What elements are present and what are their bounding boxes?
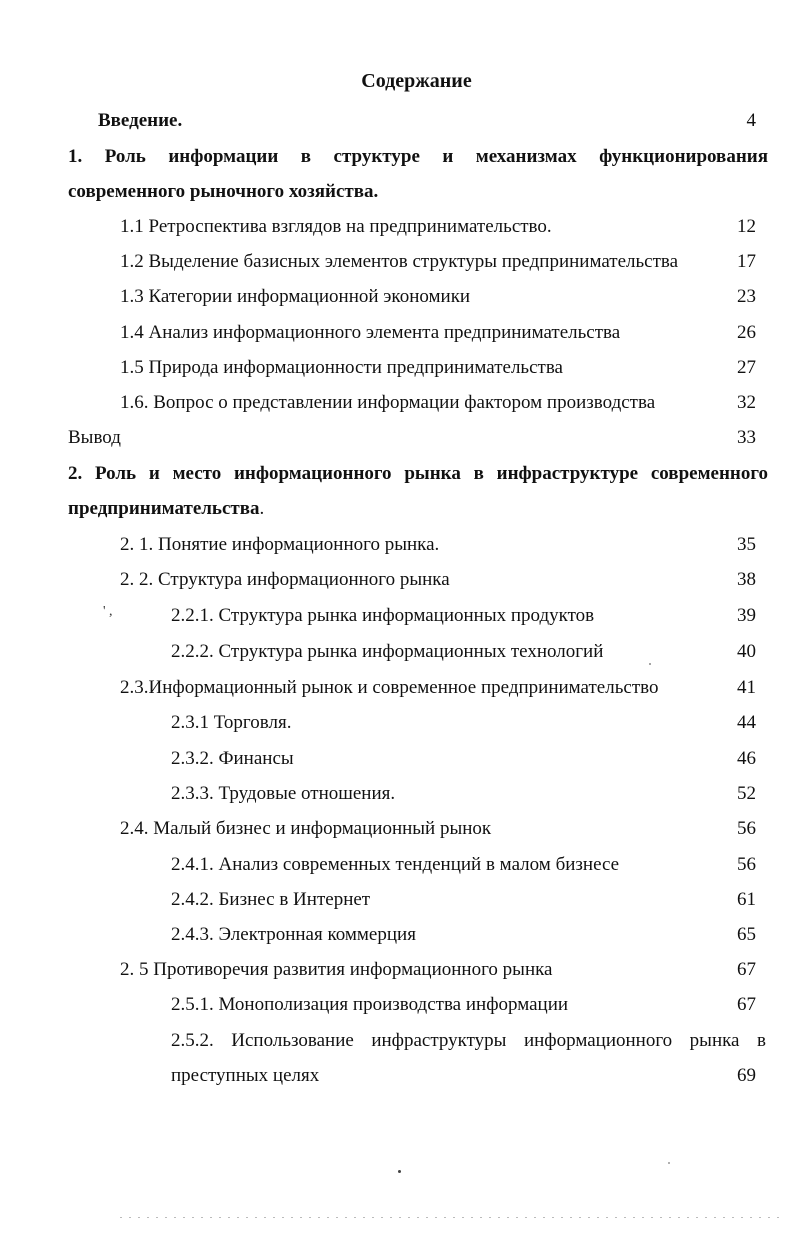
toc-item-2-4-2-label: 2.4.2. Бизнес в Интернет [171, 889, 371, 910]
toc-conclusion-page: 33 [737, 427, 756, 448]
toc-item-2-3-1-page: 44 [737, 712, 756, 733]
scan-speck [668, 1162, 670, 1164]
toc-item-2-3-2-page: 46 [737, 748, 756, 769]
toc-item-2-4-page: 56 [737, 818, 756, 839]
scan-noise-line [120, 1217, 780, 1218]
toc-item-2-1-label: 2. 1. Понятие информационного рынка. [120, 534, 440, 555]
scan-speck [649, 663, 651, 665]
toc-item-1-3-label: 1.3 Категории информационной экономики [120, 286, 471, 307]
toc-item-1-5-page: 27 [737, 357, 756, 378]
toc-item-2-3-page: 41 [737, 677, 756, 698]
toc-item-2-2-label: 2. 2. Структура информационного рынка [120, 569, 450, 590]
toc-item-2-3-label: 2.3.Информационный рынок и современное предпринимательство [120, 677, 659, 698]
toc-item-2-5-1-label: 2.5.1. Монополизация производства информации [171, 994, 569, 1015]
chapter2-heading-line1: 2. Роль и место информационного рынка в инфраструктуре современного [68, 463, 768, 484]
toc-item-1-6-page: 32 [737, 392, 756, 413]
toc-item-2-1-page: 35 [737, 534, 756, 555]
toc-item-1-5-label: 1.5 Природа информационности предпринимательства [120, 357, 563, 378]
toc-item-2-4-2-page: 61 [737, 889, 756, 910]
toc-item-2-3-3-label: 2.3.3. Трудовые отношения. [171, 783, 396, 804]
toc-item-2-3-3-page: 52 [737, 783, 756, 804]
chapter2-heading-line2-text: предпринимательства [68, 498, 260, 519]
scan-speck [398, 1170, 401, 1173]
page-title: Содержание [361, 70, 472, 92]
chapter2-heading-line2 [68, 496, 264, 522]
toc-item-1-4-page: 26 [737, 322, 756, 343]
toc-item-2-2-2-label: 2.2.2. Структура рынка информационных технологий [171, 641, 604, 662]
toc-item-2-4-3-page: 65 [737, 924, 756, 945]
toc-item-2-5-2-label-line1: 2.5.2. Использование инфраструктуры информационного рынка в [171, 1030, 766, 1051]
toc-conclusion-label: Вывод [68, 427, 121, 448]
toc-item-2-5-label: 2. 5 Противоречия развития информационного рынка [120, 959, 553, 980]
chapter2-heading-line2-period: . [259, 498, 265, 519]
toc-item-1-6-label: 1.6. Вопрос о представлении информации фактором производства [120, 392, 656, 413]
toc-item-1-4-label: 1.4 Анализ информационного элемента предпринимательства [120, 322, 621, 343]
toc-intro-page: 4 [746, 110, 756, 131]
toc-item-2-2-page: 38 [737, 569, 756, 590]
toc-item-2-4-label: 2.4. Малый бизнес и информационный рынок [120, 818, 492, 839]
toc-item-2-5-page: 67 [737, 959, 756, 980]
chapter1-heading-line1: 1. Роль информации в структуре и механизмах функционирования [68, 146, 768, 167]
toc-item-2-4-3-label: 2.4.3. Электронная коммерция [171, 924, 416, 945]
toc-item-1-1-page: 12 [737, 216, 756, 237]
toc-item-2-5-2-label-line2: преступных целях [171, 1065, 320, 1086]
toc-item-2-3-1-label: 2.3.1 Торговля. [171, 712, 292, 733]
chapter1-heading-line2: современного рыночного хозяйства. [68, 181, 379, 202]
toc-item-1-1-label: 1.1 Ретроспектива взглядов на предпринимательство. [120, 216, 552, 237]
toc-item-2-5-1-page: 67 [737, 994, 756, 1015]
toc-item-2-5-2-page: 69 [737, 1065, 756, 1086]
toc-item-1-2-label: 1.2 Выделение базисных элементов структуры предпринимательства [120, 251, 679, 272]
toc-item-2-3-2-label: 2.3.2. Финансы [171, 748, 294, 769]
toc-item-2-2-2-page: 40 [737, 641, 756, 662]
toc-item-1-3-page: 23 [737, 286, 756, 307]
toc-item-2-4-1-label: 2.4.1. Анализ современных тенденций в малом бизнесе [171, 854, 620, 875]
toc-intro-label: Введение. [98, 110, 183, 131]
toc-item-2-2-1-label: 2.2.1. Структура рынка информационных продуктов [171, 605, 595, 626]
toc-item-2-4-1-page: 56 [737, 854, 756, 875]
toc-item-1-2-page: 17 [737, 251, 756, 272]
toc-item-2-2-1-page: 39 [737, 605, 756, 626]
stray-scan-marks: ' , [103, 604, 113, 619]
